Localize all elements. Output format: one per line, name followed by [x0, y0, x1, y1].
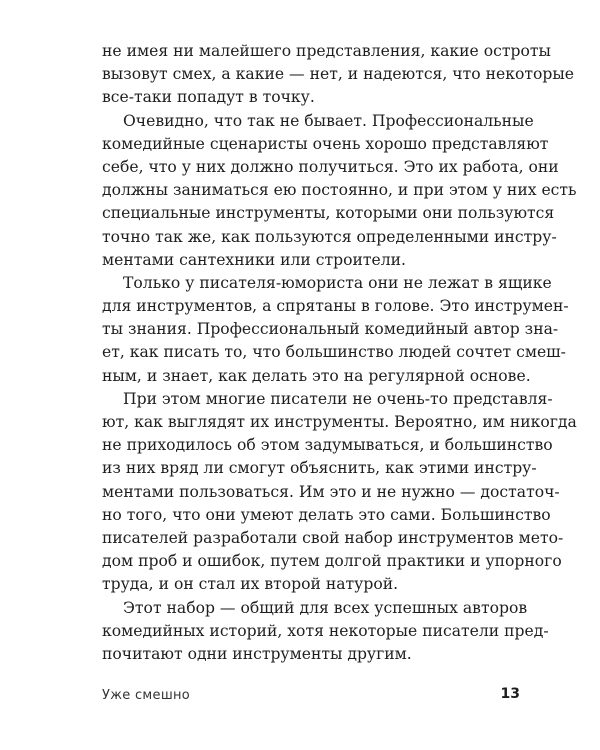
paragraph [102, 597, 549, 667]
text-line: точно так же, как пользуются определенными инстру- [102, 227, 557, 246]
text-line: специальные инструменты, которыми они пользуются [102, 204, 555, 223]
text-line: не имея ни малейшего представления, какие остроты [102, 42, 551, 60]
text-line: не приходилось об этом задумываться, и большинство [102, 436, 553, 455]
text-line: для инструментов, а спрятаны в голове. Это инструмен- [102, 297, 569, 316]
text-line: все-таки попадут в точку. [102, 88, 315, 107]
text-line: ет, как писать то, что большинство людей сочтет смеш- [102, 343, 566, 362]
paragraph [102, 388, 577, 597]
body-text [102, 40, 577, 666]
paragraph [102, 272, 569, 388]
text-line: При этом многие писатели не очень-то представля- [123, 389, 553, 408]
text-line: из них вряд ли смогут объяснить, как этими инстру- [102, 459, 537, 478]
text-line: комедийные сценаристы очень хорошо представляют [102, 134, 549, 153]
text-line: ментами сантехники или строители. [102, 250, 406, 269]
text-line: дом проб и ошибок, путем долгой практики и упорного [102, 552, 562, 571]
text-line: ментами пользоваться. Им это и не нужно — достаточ- [102, 482, 560, 501]
page-number: 13 [500, 686, 520, 702]
text-line: должны заниматься ею постоянно, и при этом у них есть [102, 181, 577, 200]
text-line: ют, как выглядят их инструменты. Вероятно, им никогда [102, 413, 577, 431]
running-footer-title: Уже смешно [102, 688, 191, 703]
text-line: писателей разработали свой набор инструментов мето- [102, 528, 564, 547]
text-line: ным, и знает, как делать это на регулярной основе. [102, 366, 531, 385]
paragraph [102, 40, 574, 110]
text-line: себе, что у них должно получиться. Это их работа, они [102, 157, 559, 176]
text-line: Очевидно, что так не бывает. Профессиональные [123, 111, 534, 130]
text-line: труда, и он стал их второй натурой. [102, 575, 399, 594]
text-line: ты знания. Профессиональный комедийный автор зна- [102, 320, 559, 339]
text-line: но того, что они умеют делать это сами. Большинство [102, 505, 551, 524]
text-line: почитают одни инструменты другим. [102, 644, 412, 663]
text-line: Этот набор — общий для всех успешных авторов [123, 598, 528, 617]
text-line: вызовут смех, а какие — нет, и надеются, что некоторые [102, 65, 574, 84]
text-line: Только у писателя-юмориста они не лежат в ящике [123, 273, 552, 292]
text-line: комедийных историй, хотя некоторые писатели пред- [102, 621, 549, 640]
paragraph [102, 110, 577, 272]
